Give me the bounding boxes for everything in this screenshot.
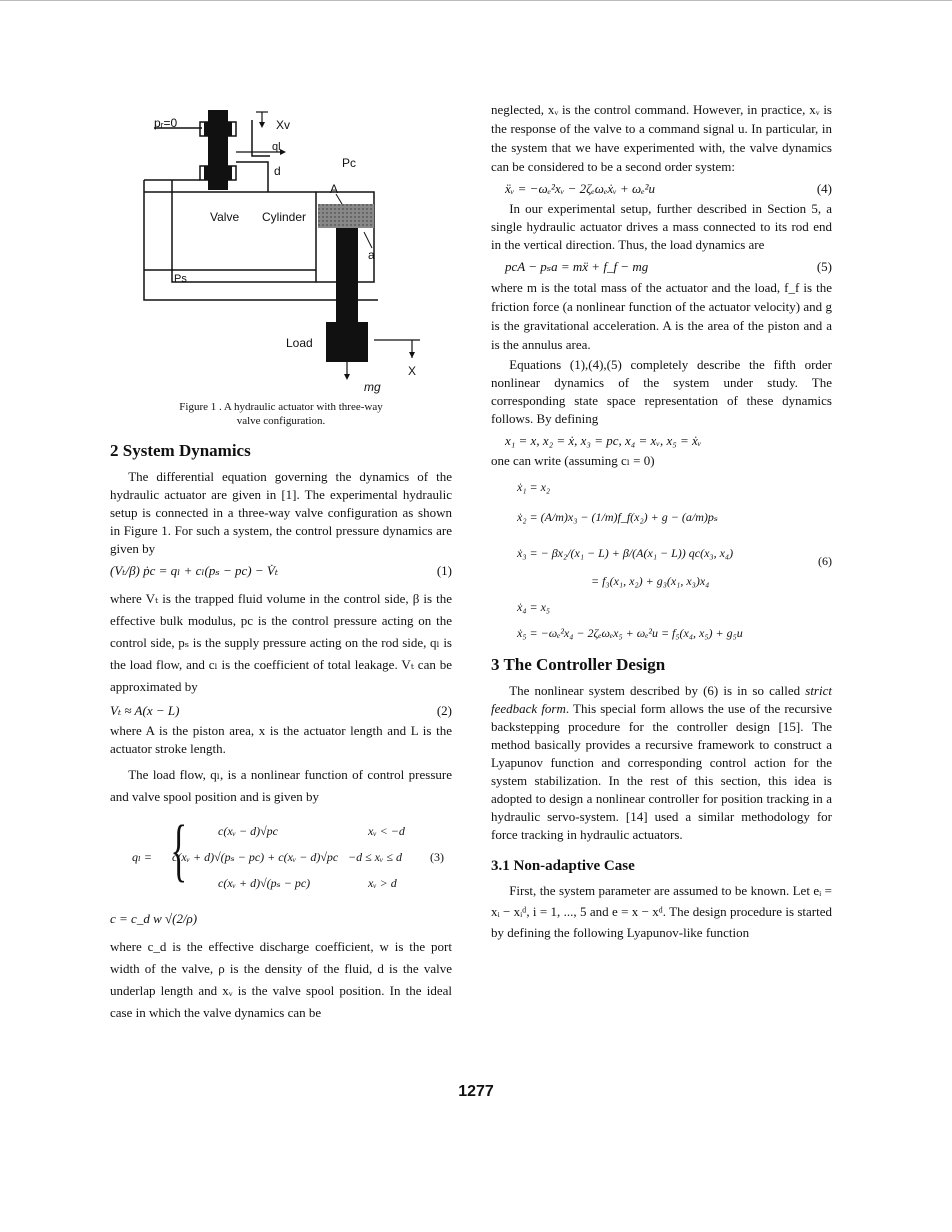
equation-2-number: (2) — [436, 703, 452, 718]
label-xv: Xv — [276, 118, 291, 132]
label-d: d — [274, 164, 281, 178]
label-pr: pᵣ=0 — [154, 116, 178, 130]
equation-3 — [110, 812, 452, 898]
label-a: a — [368, 248, 375, 262]
right-column — [491, 100, 832, 943]
equation-3-row-1: c(xᵥ − d)√pc — [218, 824, 279, 838]
equation-6-line-5: ẋ₅ = −ωₑ²x₄ − 2ζₑωₑx₅ + ωₑ²u = f₅(x₄, x₅) + g₅u — [517, 626, 743, 640]
equation-6-line-3b: = f₃(x₁, x₂) + g₃(x₁, x₃)x₄ — [591, 574, 710, 588]
label-ql: ql — [272, 141, 281, 153]
figure-1 — [110, 100, 452, 400]
label-valve: Valve — [210, 210, 240, 224]
paragraph-part: . This special form allows the use of the recursive backstepping procedure for the controller design [15]. The method basically provides a recursive framework to construct a Lyapunov function and corresponding control action for the system stabilization. In the rest of this section, this idea is adopted to design a nonlinear controller for position tracking in a hydraulic servo-system. [14] used a similar methodology for force tracking in hydraulic actuators. — [491, 701, 832, 842]
equation-state-definition — [491, 432, 832, 452]
label-ps: Ps — [174, 273, 187, 285]
caption-line-1: Figure 1 . A hydraulic actuator with three-way — [179, 401, 383, 413]
label-mg: mg — [364, 380, 381, 394]
equation-3-row-2: c(xᵥ + d)√(pₛ − pc) + c(xᵥ − d)√pc — [172, 850, 339, 864]
equation-3-cond-3: xᵥ > d — [368, 876, 397, 890]
equation-5-body: pcA − pₛa = mẍ + f_f − mg — [505, 259, 649, 274]
equation-6 — [491, 474, 832, 642]
equation-6-line-3: ẋ₃ = − βx₂/(x₁ − L) + β/(A(x₁ − L)) qc(x₃, x₄) — [517, 546, 734, 560]
equation-6-line-1: ẋ₁ = x₂ — [517, 480, 551, 494]
label-x: X — [408, 364, 417, 378]
equation-1-body: (Vₜ/β) ṗc = qₗ + cₗ(pₛ − pc) − V̇ₜ — [110, 563, 279, 578]
figure-caption — [110, 400, 452, 428]
equation-2 — [110, 702, 452, 722]
top-rule — [0, 0, 952, 1]
paragraph: where A is the piston area, x is the actuator length and L is the actuator stroke length. — [110, 723, 452, 756]
label-load: Load — [286, 336, 313, 350]
equation-3-number: (3) — [430, 850, 444, 864]
equation-4-number: (4) — [816, 181, 832, 196]
equation-3-cond-2: −d ≤ xᵥ ≤ d — [348, 850, 402, 864]
paragraph: Equations (1),(4),(5) completely describe the fifth order nonlinear dynamics of the system under study. The corresponding state space representation of these dynamics follows. By defining — [491, 357, 832, 426]
paragraph: where Vₜ is the trapped fluid volume in the control side, β is the effective bulk modulus, pc is the control pressure acting on the control side, pₛ is the supply pressure acting on the rod side, qₗ is the load flow, and cₗ is the coefficient of total leakage. Vₜ can be approximated by — [110, 591, 452, 694]
section-heading-system-dynamics: 2 System Dynamics — [110, 441, 251, 460]
equation-2-body: Vₜ ≈ A(x − L) — [110, 703, 180, 718]
paragraph: First, the system parameter are assumed to be known. Let eᵢ = xᵢ − xᵢᵈ, i = 1, ..., 5 and e = x − xᵈ. The design procedure is started by defining the following Lyapunov-like function — [491, 883, 832, 940]
paragraph-part: The nonlinear system described by (6) is in so called — [509, 683, 806, 698]
equation-1 — [110, 562, 452, 588]
paragraph: neglected, xᵥ is the control command. However, in practice, xᵥ is the response of the valve to a command signal u. In particular, in the system that we have experimented with, the valve dynamics can be considered to be a second order system: — [491, 102, 832, 174]
equation-c-body: c = c_d w √(2/ρ) — [110, 911, 198, 926]
label-A: A — [330, 182, 339, 196]
equation-state-definition-body: x₁ = x, x₂ = ẋ, x₃ = pc, x₄ = xᵥ, x₅ = ẋᵥ — [505, 433, 702, 448]
label-pc: Pc — [342, 156, 357, 170]
emphasis-strict-feedback: strict feedback form — [491, 683, 832, 716]
equation-5 — [491, 258, 832, 278]
label-cylinder: Cylinder — [262, 210, 307, 224]
equation-3-row-3: c(xᵥ + d)√(pₛ − pc) — [218, 876, 311, 890]
equation-6-number: (6) — [818, 554, 832, 568]
paragraph: In our experimental setup, further described in Section 5, a single hydraulic actuator drives a mass connected to its rod end in the vertical direction. Thus, the load dynamics are — [491, 201, 832, 252]
paragraph — [491, 682, 832, 844]
equation-c — [110, 910, 452, 936]
left-column — [110, 100, 452, 1024]
paragraph: one can write (assuming cₗ = 0) — [491, 453, 655, 468]
paragraph: where m is the total mass of the actuator and the load, f_f is the friction force (a nonlinear function of the actuator velocity) and g is the gravitational acceleration. A is the area of the piston and a is the annulus area. — [491, 280, 832, 352]
hydraulic-actuator-diagram — [110, 100, 452, 400]
caption-line-2: valve configuration. — [236, 415, 326, 427]
equation-5-number: (5) — [816, 259, 832, 274]
paragraph: where c_d is the effective discharge coefficient, w is the port width of the valve, ρ is the density of the fluid, d is the valve underlap length and xᵥ is the valve spool position. In the ideal case in which the valve dynamics can be — [110, 939, 452, 1020]
section-heading-controller-design: 3 The Controller Design — [491, 655, 666, 674]
page-number: 1277 — [458, 1083, 494, 1100]
subsection-heading-non-adaptive: 3.1 Non-adaptive Case — [491, 858, 635, 874]
equation-3-brace: { — [170, 812, 188, 889]
equation-6-line-2: ẋ₂ = (A/m)x₃ − (1/m)f_f(x₂) + g − (a/m)pₛ — [517, 510, 718, 524]
equation-3-cond-1: xᵥ < −d — [368, 824, 405, 838]
equation-4 — [491, 180, 832, 200]
equation-3-lhs: qₗ = — [132, 850, 153, 864]
equation-4-body: ẍᵥ = −ωₑ²xᵥ − 2ζₑωₑẋᵥ + ωₑ²u — [505, 181, 656, 196]
paragraph: The load flow, qₗ, is a nonlinear function of control pressure and valve spool position and is given by — [110, 767, 452, 804]
paragraph: The differential equation governing the dynamics of the hydraulic actuator are given in [1]. The experimental hydraulic setup is connected in a three-way valve configuration as shown in Figure 1. For such a system, the control pressure dynamics are given by — [110, 469, 452, 556]
equation-6-line-4: ẋ₄ = x₅ — [517, 600, 551, 614]
equation-1-number: (1) — [436, 563, 452, 578]
